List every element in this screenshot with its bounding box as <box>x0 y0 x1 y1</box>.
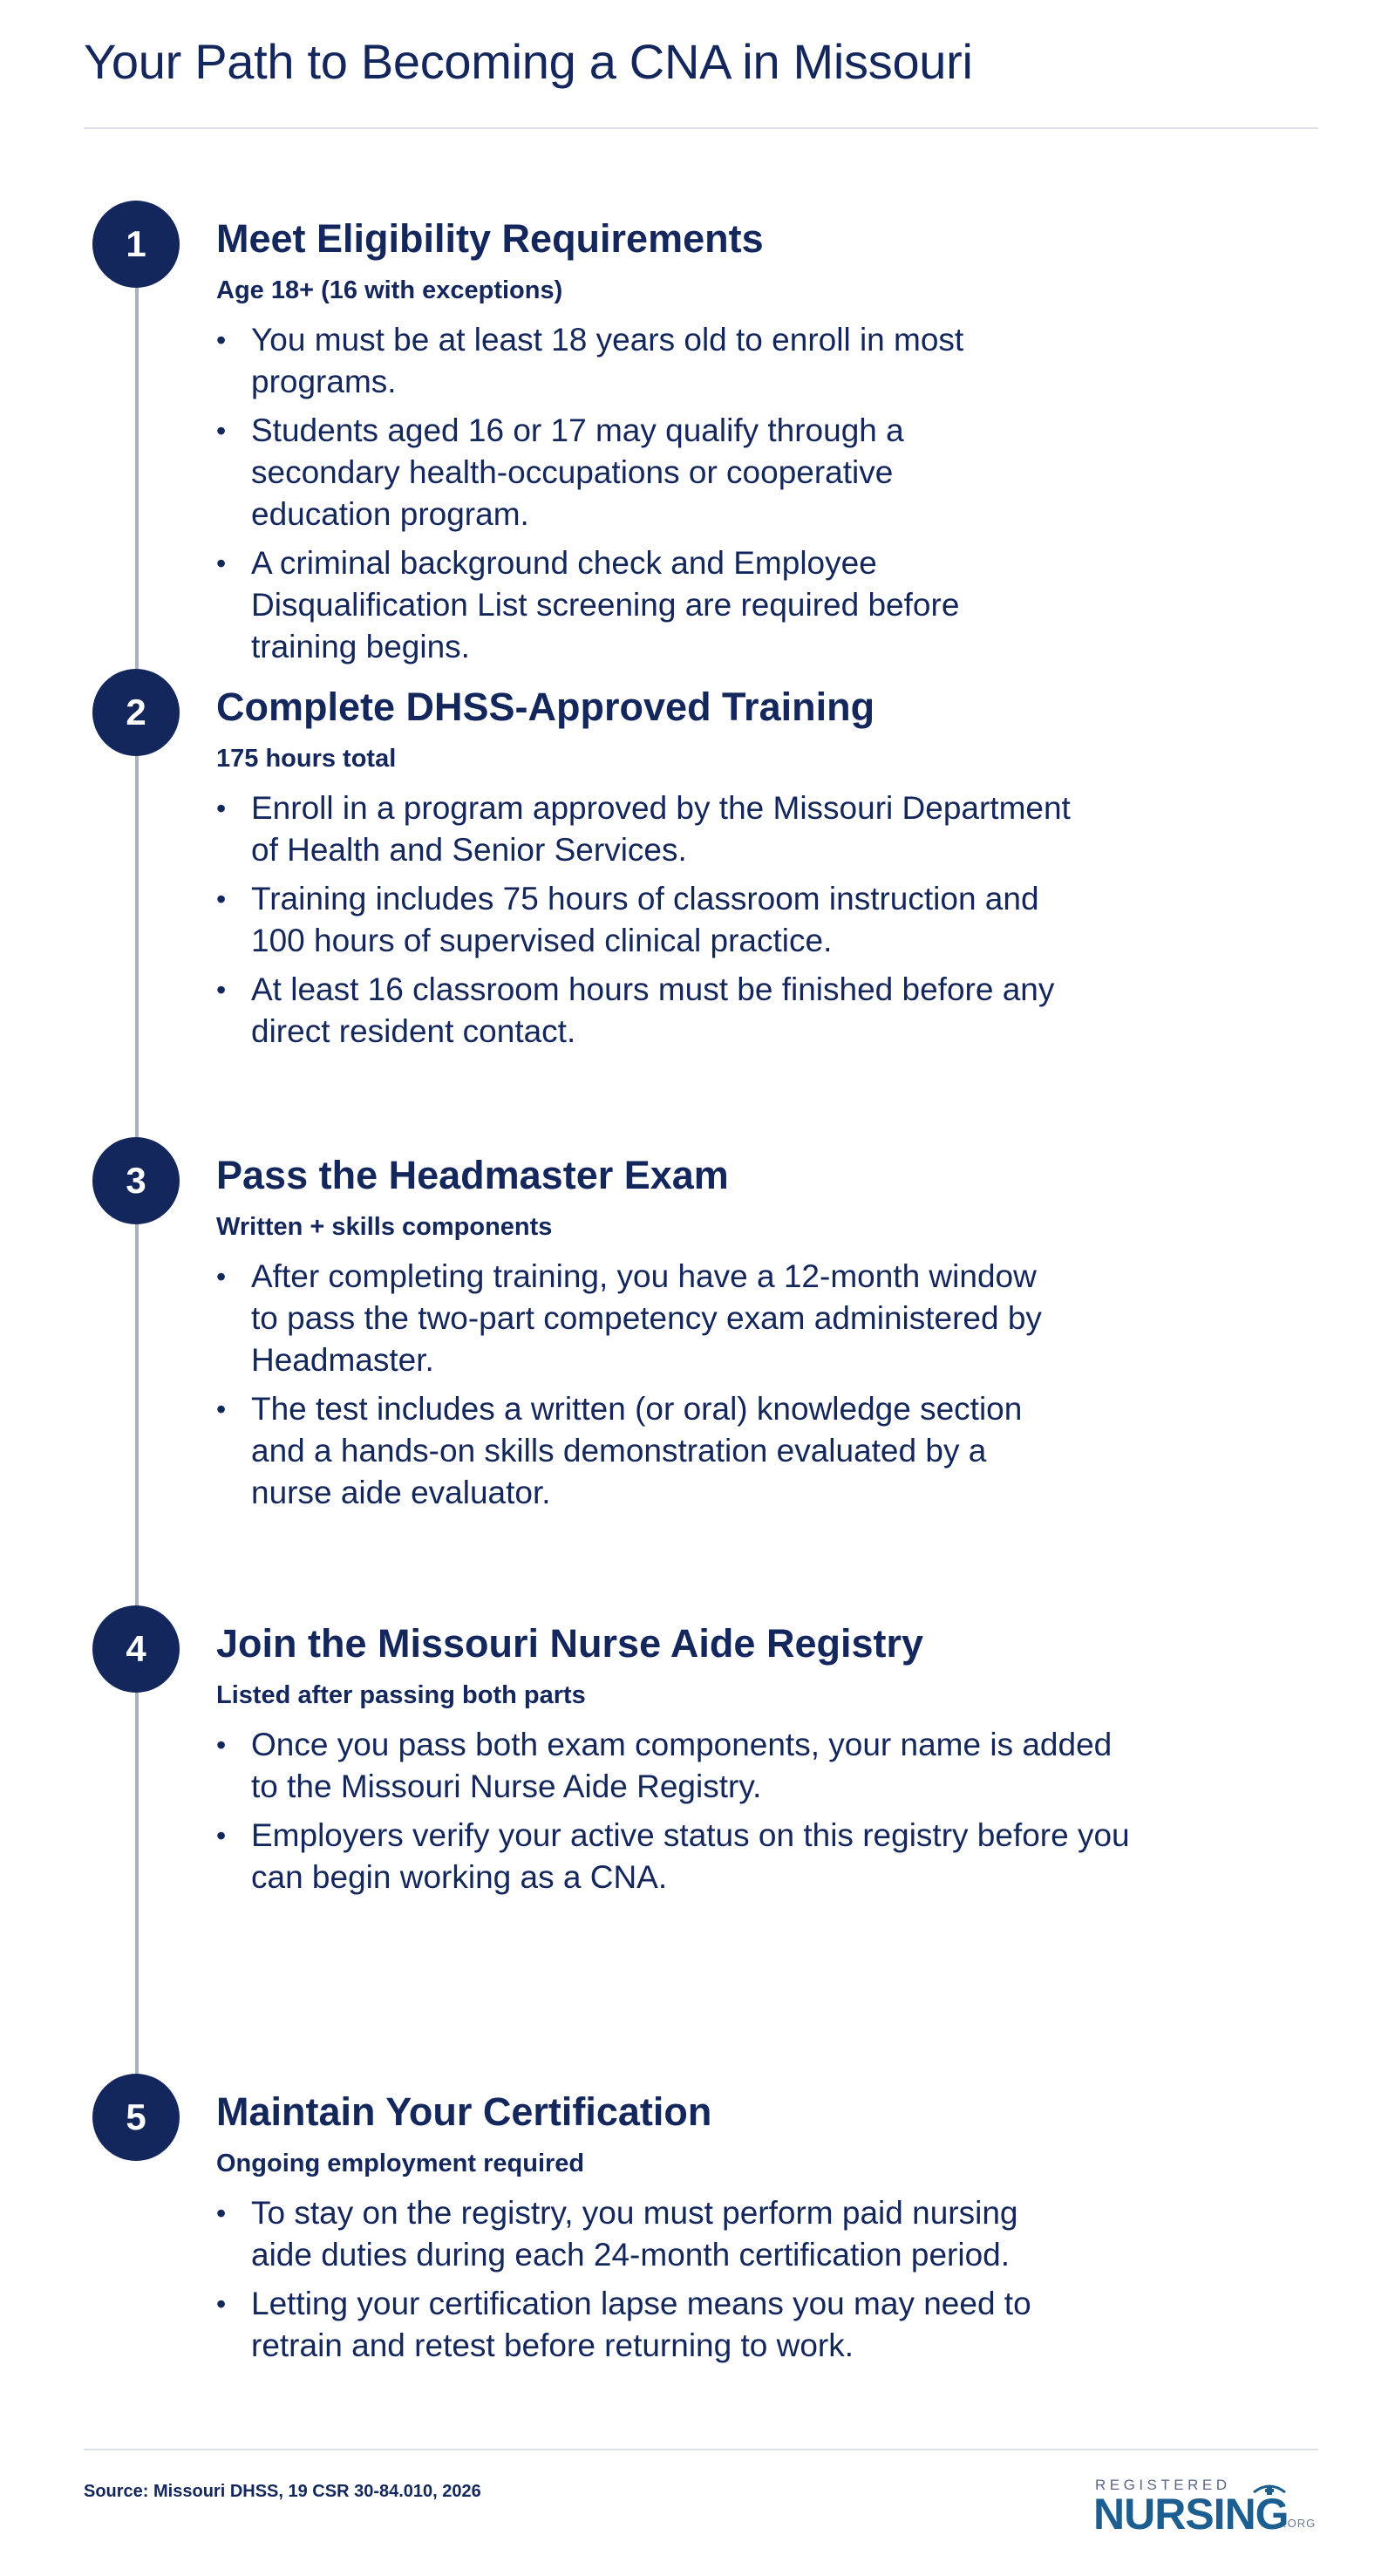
step-bullet: • To stay on the registry, you must perform paid nursing aide duties during each 24-month certification period. <box>216 2192 1071 2276</box>
step-bullet: • The test includes a written (or oral) knowledge section and a hands-on skills demonstration evaluated by a nurse aide evaluator. <box>216 1388 1071 1514</box>
step-bullet-list <box>216 2192 1071 2374</box>
step-bullet: • After completing training, you have a 12-month window to pass the two-part competency exam administered by Headmaster. <box>216 1256 1071 1381</box>
step-number-badge: 4 <box>92 1605 180 1693</box>
step-subtitle: Age 18+ (16 with exceptions) <box>216 276 563 304</box>
step-bullet-list <box>216 319 1001 675</box>
step-title: Meet Eligibility Requirements <box>216 216 764 261</box>
step-bullet-list <box>216 1724 1140 1905</box>
step-subtitle: Listed after passing both parts <box>216 1681 586 1709</box>
step-bullet: • Employers verify your active status on this registry before you can begin working as a CNA. <box>216 1815 1140 1898</box>
step-number-badge: 1 <box>92 201 180 288</box>
footer-divider <box>84 2449 1318 2450</box>
header-divider <box>84 127 1318 129</box>
step-bullet-list <box>216 1256 1071 1521</box>
page-title: Your Path to Becoming a CNA in Missouri <box>84 34 973 89</box>
step-title: Join the Missouri Nurse Aide Registry <box>216 1621 924 1666</box>
step-bullet: • Enroll in a program approved by the Missouri Department of Health and Senior Services. <box>216 787 1088 871</box>
step-bullet: • Training includes 75 hours of classroom instruction and 100 hours of supervised clinical practice. <box>216 878 1088 962</box>
step-bullet: • At least 16 classroom hours must be finished before any direct resident contact. <box>216 969 1088 1053</box>
step-bullet: • Students aged 16 or 17 may qualify through a secondary health-occupations or cooperative education program. <box>216 410 1001 535</box>
source-citation: Source: Missouri DHSS, 19 CSR 30-84.010, 2026 <box>84 2482 481 2501</box>
step-number-badge: 3 <box>92 1137 180 1224</box>
registered-nursing-logo <box>1093 2477 1320 2538</box>
step-number-badge: 2 <box>92 669 180 756</box>
step-title: Maintain Your Certification <box>216 2089 712 2134</box>
step-bullet: • Letting your certification lapse means you may need to retrain and retest before returning to work. <box>216 2283 1071 2367</box>
step-bullet: • You must be at least 18 years old to enroll in most programs. <box>216 319 1001 403</box>
step-number-badge: 5 <box>92 2074 180 2161</box>
step-subtitle: Ongoing employment required <box>216 2150 585 2177</box>
step-bullet: • Once you pass both exam components, your name is added to the Missouri Nurse Aide Registry. <box>216 1724 1140 1808</box>
logo-main-text: NURSING <box>1093 2490 1289 2539</box>
step-title: Pass the Headmaster Exam <box>216 1153 729 1197</box>
step-title: Complete DHSS-Approved Training <box>216 685 875 729</box>
step-bullet-list <box>216 787 1088 1060</box>
logo-top-text: REGISTERED <box>1095 2477 1231 2493</box>
step-subtitle: 175 hours total <box>216 745 397 773</box>
logo-suffix-text: .ORG <box>1283 2517 1317 2530</box>
step-subtitle: Written + skills components <box>216 1213 553 1241</box>
step-bullet: • A criminal background check and Employee Disqualification List screening are required before training begins. <box>216 542 1001 668</box>
